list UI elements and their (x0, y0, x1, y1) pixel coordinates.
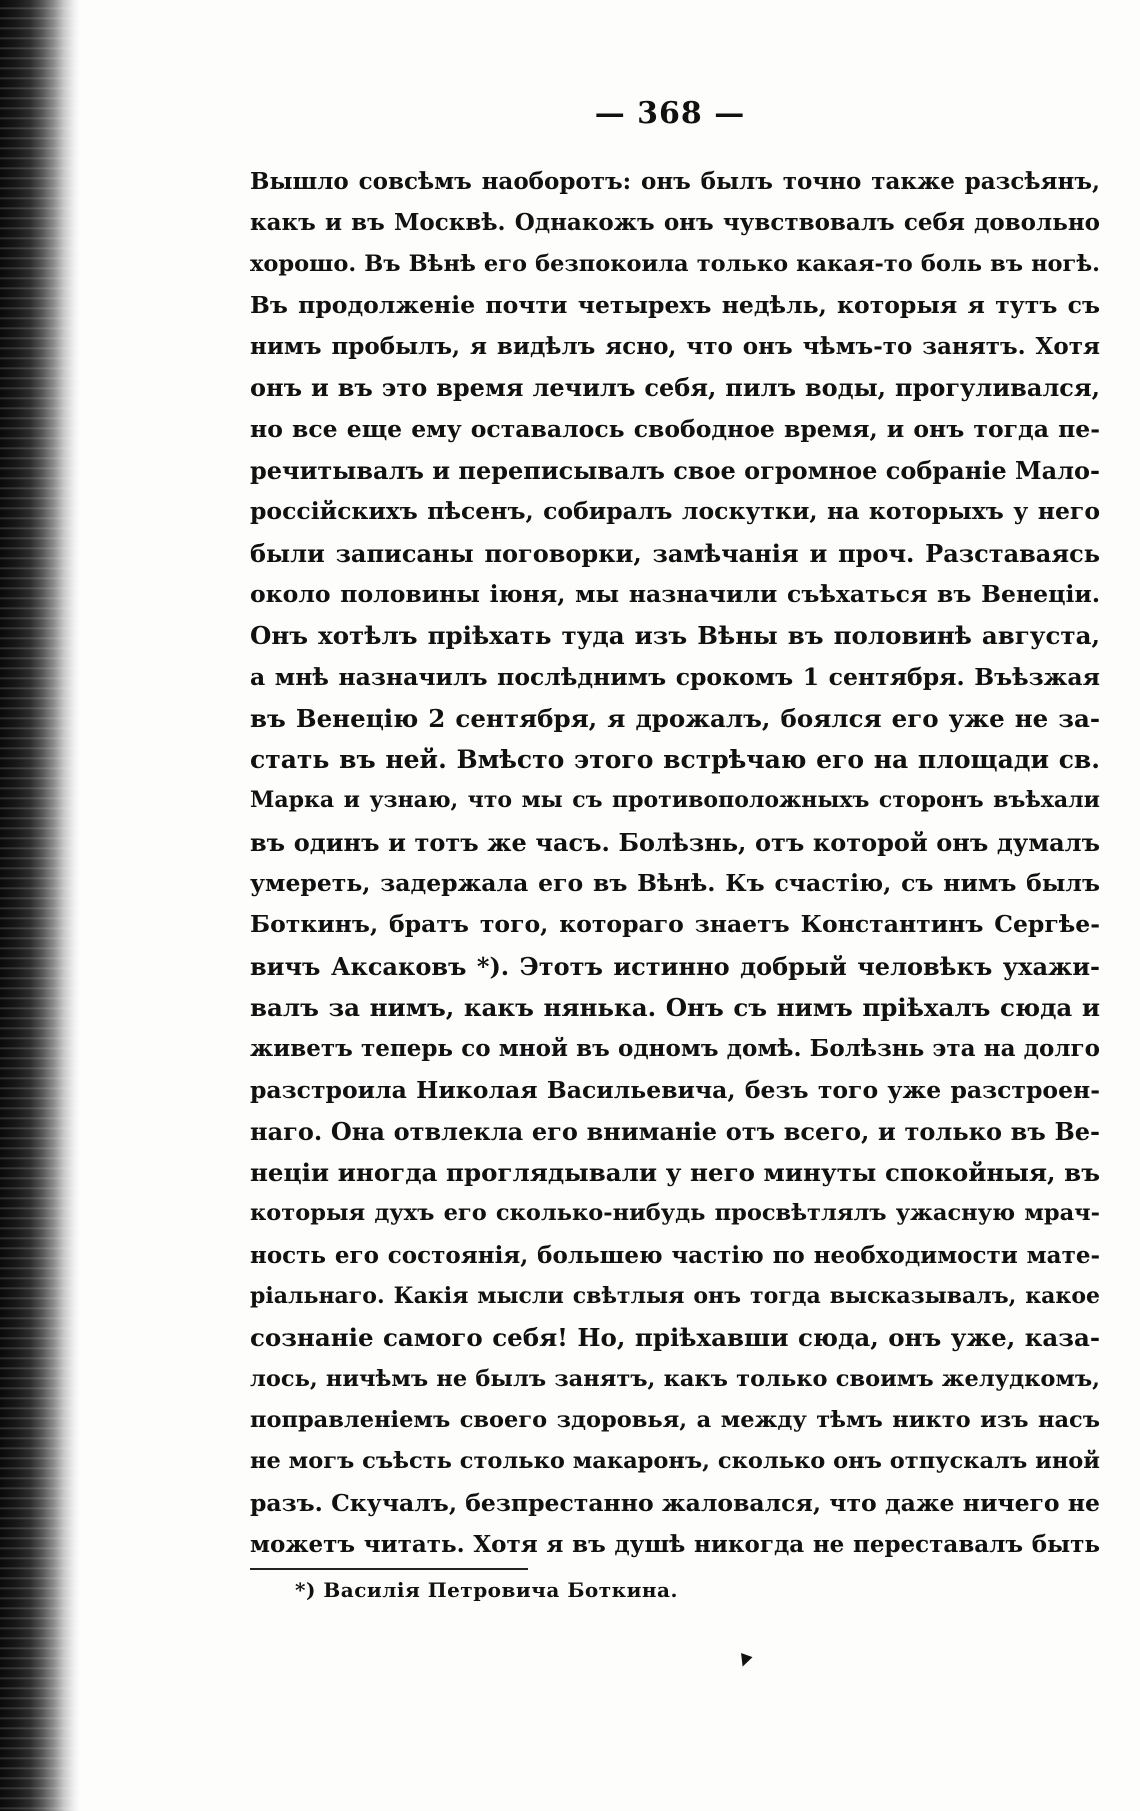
text-line: не могъ съѣсть столько макаронъ, сколько онъ отпускалъ иной (250, 1448, 1100, 1475)
text-line: около половины іюня, мы назначили съѣхаться въ Венеціи. (250, 579, 1100, 608)
text-line: вичъ Аксаковъ *). Этотъ истинно добрый человѣкъ ухажи- (250, 951, 1100, 981)
text-line: были записаны поговорки, замѣчанія и проч. Разставаясь (250, 538, 1100, 568)
text-line: сознаніе самого себя! Но, пріѣхавши сюда, онъ уже, каза- (250, 1323, 1100, 1353)
ink-speck-icon: ▼ (736, 1648, 755, 1671)
text-line: какъ и въ Москвѣ. Однакожъ онъ чувствовалъ себя довольно (250, 209, 1100, 237)
text-line: ріальнаго. Какія мысли свѣтлыя онъ тогда высказывалъ, какое (250, 1283, 1100, 1310)
footnote-divider (250, 1568, 528, 1570)
text-line: Въ продолженіе почти четырехъ недѣль, которыя я тутъ съ (250, 290, 1100, 319)
text-line: нимъ пробылъ, я видѣлъ ясно, что онъ чѣмъ-то занятъ. Хотя (250, 333, 1100, 361)
text-line: Боткинъ, братъ того, котораго знаетъ Константинъ Сергѣе- (250, 910, 1100, 939)
text-line: разстроила Николая Васильевича, безъ того уже разстроен- (250, 1075, 1100, 1104)
text-line: ность его состоянія, большею частію по необходимости мате- (250, 1241, 1100, 1269)
text-line: наго. Она отвлекла его вниманіе отъ всего, и только въ Ве- (250, 1116, 1100, 1146)
text-line: можетъ читать. Хотя я въ душѣ никогда не переставалъ быть (250, 1530, 1100, 1558)
text-line: въ Венецію 2 сентября, я дрожалъ, боялся его уже не за- (250, 703, 1100, 733)
text-line: речитывалъ и переписывалъ свое огромное собраніе Мало- (250, 456, 1100, 486)
text-line: россійскихъ пѣсенъ, собиралъ лоскутки, на которыхъ у него (250, 497, 1100, 526)
text-line: неціи иногда проглядывали у него минуты спокойныя, въ (250, 1158, 1100, 1188)
text-line: но все еще ему оставалось свободное время, и онъ тогда пе- (250, 414, 1100, 443)
text-line: живетъ теперь со мной въ одномъ домѣ. Болѣзнь эта на долго (250, 1035, 1100, 1063)
text-line: поправленіемъ своего здоровья, а между тѣмъ никто изъ насъ (250, 1406, 1100, 1433)
text-line: лось, ничѣмъ не былъ занятъ, какъ только своимъ желудкомъ, (250, 1365, 1100, 1392)
text-line: разъ. Скучалъ, безпрестанно жаловался, что даже ничего не (250, 1488, 1100, 1517)
text-line: онъ и въ это время лечилъ себя, пилъ воды, прогуливался, (250, 373, 1100, 403)
text-line: Вышло совсѣмъ наоборотъ: онъ былъ точно также разсѣянъ, (250, 168, 1100, 195)
text-line: умереть, задержала его въ Вѣнѣ. Къ счастію, съ нимъ былъ (250, 869, 1100, 898)
text-line: Марка и узнаю, что мы съ противоположныхъ сторонъ въѣхали (250, 787, 1100, 814)
body-text (250, 161, 1100, 1565)
text-line: Онъ хотѣлъ пріѣхать туда изъ Вѣны въ половинѣ августа, (250, 621, 1100, 651)
text-line: хорошо. Въ Вѣнѣ его безпокоила только какая-то боль въ ногѣ. (250, 250, 1100, 277)
text-line: которыя духъ его сколько-нибудь просвѣтлялъ ужасную мрач- (250, 1200, 1100, 1227)
text-line: а мнѣ назначилъ послѣднимъ срокомъ 1 сентября. Въѣзжая (250, 662, 1100, 691)
footnote: *) Василія Петровича Боткина. (295, 1578, 678, 1602)
text-line: валъ за нимъ, какъ нянька. Онъ съ нимъ пріѣхалъ сюда и (250, 992, 1100, 1022)
text-line: стать въ ней. Вмѣсто этого встрѣчаю его на площади св. (250, 745, 1100, 775)
text-line: въ одинъ и тотъ же часъ. Болѣзнь, отъ которой онъ думалъ (250, 827, 1100, 857)
page-number: — 368 — (594, 96, 746, 131)
scan-binding-texture (0, 0, 80, 1811)
